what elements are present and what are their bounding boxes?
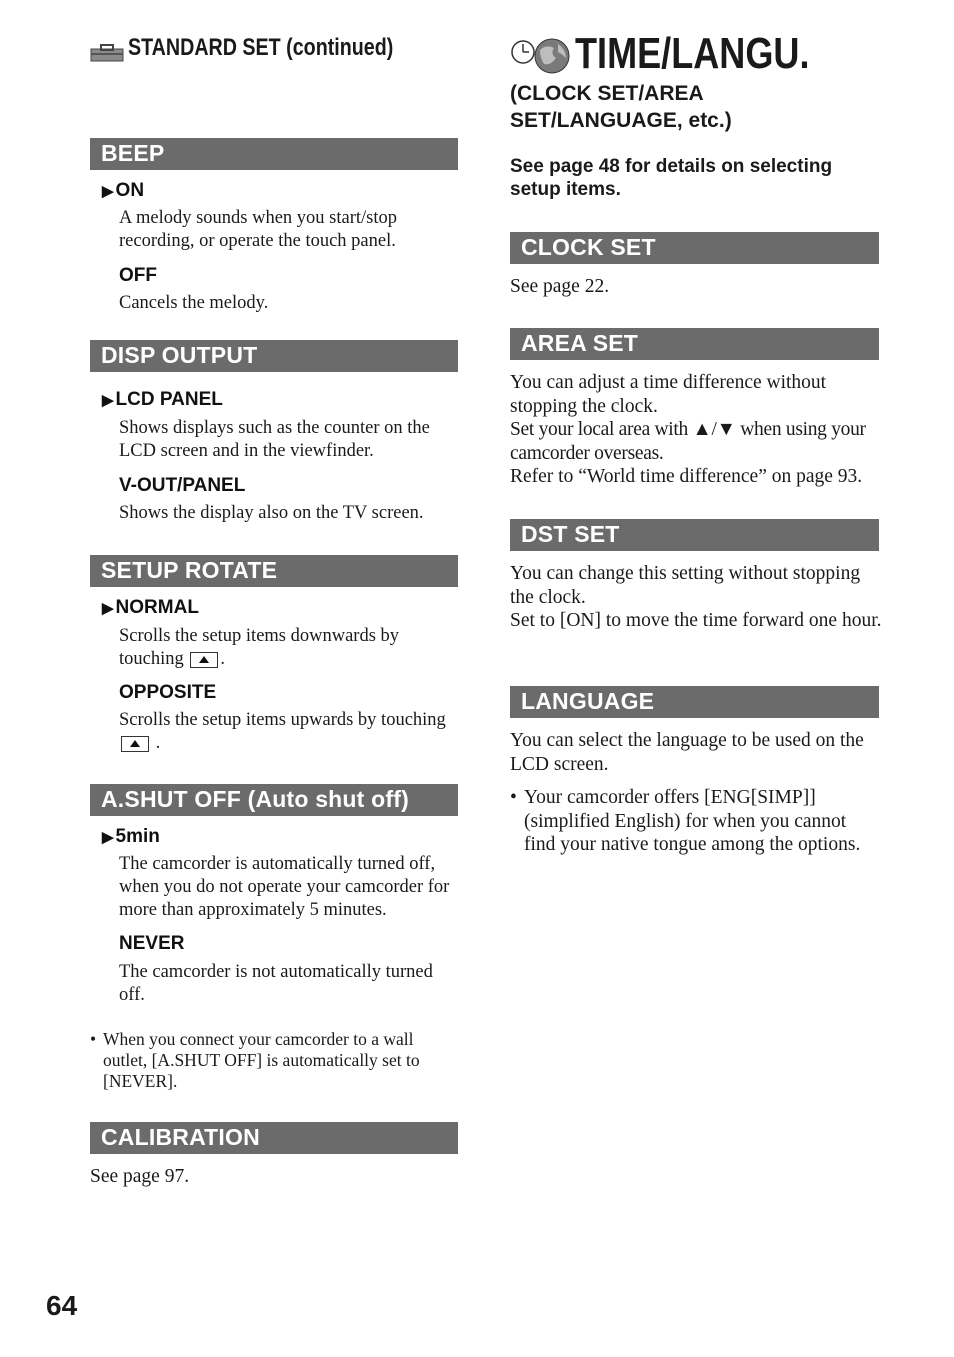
normal-desc bbox=[119, 625, 459, 671]
area-set-desc2: Set your local area with ▲/▼ when using your camcorder overseas. bbox=[510, 419, 866, 464]
beep-on-label: ON bbox=[115, 180, 145, 201]
page-subtitle-text: (CLOCK SET/AREA SET/LANGUAGE, etc.) bbox=[510, 82, 732, 132]
normal-desc-line2: touching . bbox=[119, 649, 225, 669]
area-set-title: AREA SET bbox=[521, 330, 639, 356]
normal-desc-line1: Scrolls the setup items downwards by bbox=[119, 626, 400, 646]
bullet-marker: • bbox=[90, 1029, 97, 1049]
language-desc: You can select the language to be used on the LCD screen. bbox=[510, 730, 864, 775]
scroll-up-button-icon bbox=[121, 736, 149, 752]
default-marker-icon: ▶ bbox=[102, 829, 114, 846]
normal-desc-touching: touching bbox=[119, 649, 184, 669]
normal-label: NORMAL bbox=[115, 597, 199, 618]
clock-set-desc: See page 22. bbox=[510, 276, 610, 297]
language-note-text: Your camcorder offers [ENG[SIMP]] (simplified English) for when you cannot find your native tongue among the options. bbox=[524, 787, 861, 855]
shut-off-heading bbox=[90, 784, 458, 816]
clock-set-heading bbox=[510, 232, 879, 264]
beep-off-desc: Cancels the melody. bbox=[119, 293, 269, 313]
shut-off-title: A.SHUT OFF (Auto shut off) bbox=[101, 786, 409, 812]
area-set-desc3: Refer to “World time difference” on page 93. bbox=[510, 466, 863, 487]
shut-off-note-text: When you connect your camcorder to a wall outlet, [A.SHUT OFF] is automatically set to [NEVER]. bbox=[103, 1029, 420, 1091]
default-marker-icon: ▶ bbox=[102, 600, 114, 617]
area-set-heading bbox=[510, 328, 879, 360]
normal-option bbox=[102, 597, 199, 619]
never-desc: The camcorder is not automatically turned off. bbox=[119, 962, 433, 1005]
dst-set-desc bbox=[510, 562, 882, 633]
setup-rotate-heading bbox=[90, 555, 458, 587]
intro-text: See page 48 for details on selecting setup items. bbox=[510, 156, 833, 200]
five-min-option bbox=[102, 826, 160, 848]
five-min-desc: The camcorder is automatically turned off, when you do not operate your camcorder for more than approximately 5 minutes. bbox=[119, 854, 450, 920]
beep-on-desc: A melody sounds when you start/stop recording, or operate the touch panel. bbox=[119, 208, 398, 251]
dst-set-desc1: You can change this setting without stopping the clock. bbox=[510, 563, 861, 608]
bullet-marker: • bbox=[510, 787, 517, 808]
dst-set-desc2: Set to [ON] to move the time forward one hour. bbox=[510, 610, 882, 631]
disp-output-title: DISP OUTPUT bbox=[101, 342, 258, 368]
vout-panel-desc: Shows the display also on the TV screen. bbox=[119, 503, 424, 523]
clock-globe-icon bbox=[510, 36, 570, 76]
beep-heading bbox=[90, 138, 458, 170]
calibration-heading bbox=[90, 1122, 458, 1154]
never-label: NEVER bbox=[119, 933, 185, 954]
area-set-desc1: You can adjust a time difference without stopping the clock. bbox=[510, 372, 827, 417]
five-min-label: 5min bbox=[115, 826, 160, 847]
section-header-text: STANDARD SET (continued) bbox=[128, 34, 394, 61]
shut-off-note bbox=[90, 1029, 450, 1092]
language-note bbox=[510, 786, 882, 857]
area-set-desc bbox=[510, 371, 882, 489]
disp-output-heading bbox=[90, 340, 458, 372]
calibration-title: CALIBRATION bbox=[101, 1124, 260, 1150]
opposite-desc-line2: . bbox=[119, 732, 459, 755]
opposite-desc bbox=[119, 709, 459, 755]
language-title: LANGUAGE bbox=[521, 688, 655, 714]
page-title-text: TIME/LANGU. bbox=[575, 29, 810, 78]
page-title bbox=[575, 28, 861, 79]
calibration-desc: See page 97. bbox=[90, 1166, 190, 1187]
beep-title: BEEP bbox=[101, 140, 165, 166]
setup-rotate-title: SETUP ROTATE bbox=[101, 557, 278, 583]
opposite-label: OPPOSITE bbox=[119, 682, 217, 703]
scroll-up-button-icon bbox=[190, 652, 218, 668]
opposite-desc-line1: Scrolls the setup items upwards by touching bbox=[119, 710, 446, 730]
clock-set-title: CLOCK SET bbox=[521, 234, 656, 260]
language-heading bbox=[510, 686, 879, 718]
toolbox-icon bbox=[90, 42, 124, 60]
lcd-panel-label: LCD PANEL bbox=[115, 389, 223, 410]
beep-on-option bbox=[102, 180, 144, 202]
lcd-panel-desc: Shows displays such as the counter on the LCD screen and in the viewfinder. bbox=[119, 418, 430, 461]
lcd-panel-option bbox=[102, 389, 223, 411]
page-subtitle bbox=[510, 80, 880, 134]
default-marker-icon: ▶ bbox=[102, 183, 114, 200]
page-number: 64 bbox=[46, 1290, 78, 1321]
beep-off-label: OFF bbox=[119, 265, 157, 286]
dst-set-title: DST SET bbox=[521, 521, 620, 547]
vout-panel-label: V-OUT/PANEL bbox=[119, 475, 246, 496]
default-marker-icon: ▶ bbox=[102, 392, 114, 409]
dst-set-heading bbox=[510, 519, 879, 551]
